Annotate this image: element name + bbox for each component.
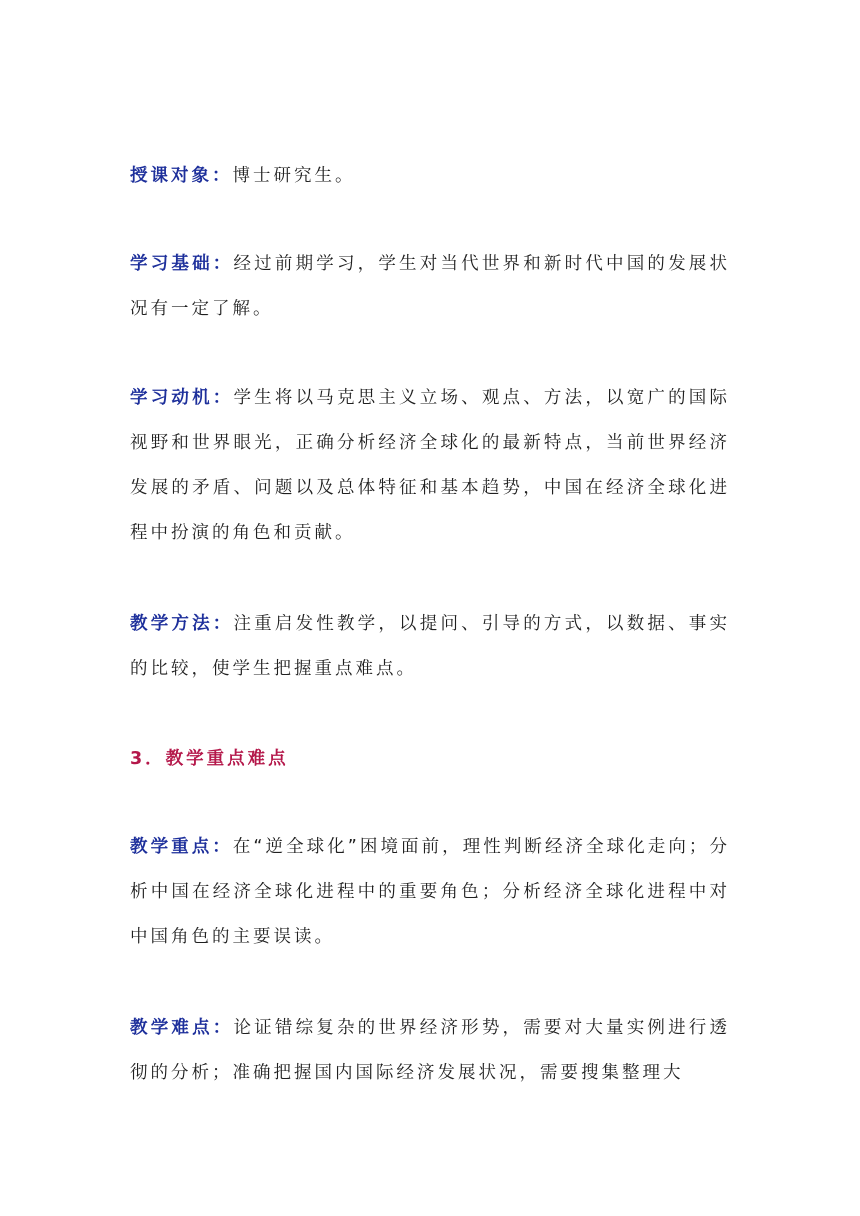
key-points-text: 在“逆全球化”困境面前，理性判断经济全球化走向；分析中国在经济全球化进程中的重要角色；分析经济全球化进程中对中国角色的主要误读。 — [130, 837, 730, 947]
method-text: 注重启发性教学，以提问、引导的方式，以数据、事实的比较，使学生把握重点难点。 — [130, 614, 731, 679]
difficulties-label: 教学难点： — [130, 1018, 234, 1038]
motivation-label: 学习动机： — [130, 388, 234, 408]
key-points-label: 教学重点： — [130, 837, 233, 857]
method-paragraph — [130, 602, 730, 692]
difficulties-paragraph — [130, 1006, 730, 1096]
motivation-text: 学生将以马克思主义立场、观点、方法，以宽广的国际视野和世界眼光，正确分析经济全球化的最新特点，当前世界经济发展的矛盾、问题以及总体特征和基本趋势，中国在经济全球化进程中扮演的角色和贡献。 — [130, 388, 731, 543]
audience-paragraph — [130, 154, 730, 199]
audience-text: 博士研究生。 — [232, 166, 356, 186]
foundation-text: 经过前期学习，学生对当代世界和新时代中国的发展状况有一定了解。 — [130, 254, 731, 319]
method-label: 教学方法： — [130, 614, 234, 634]
foundation-label: 学习基础： — [130, 254, 234, 274]
section-heading: 3．教学重点难点 — [130, 749, 289, 769]
motivation-paragraph — [130, 376, 730, 556]
key-points-paragraph — [130, 825, 730, 960]
foundation-paragraph — [130, 242, 730, 332]
difficulties-text: 论证错综复杂的世界经济形势，需要对大量实例进行透彻的分析；准确把握国内国际经济发展状况，需要搜集整理大 — [130, 1018, 731, 1083]
audience-label: 授课对象： — [130, 166, 233, 186]
